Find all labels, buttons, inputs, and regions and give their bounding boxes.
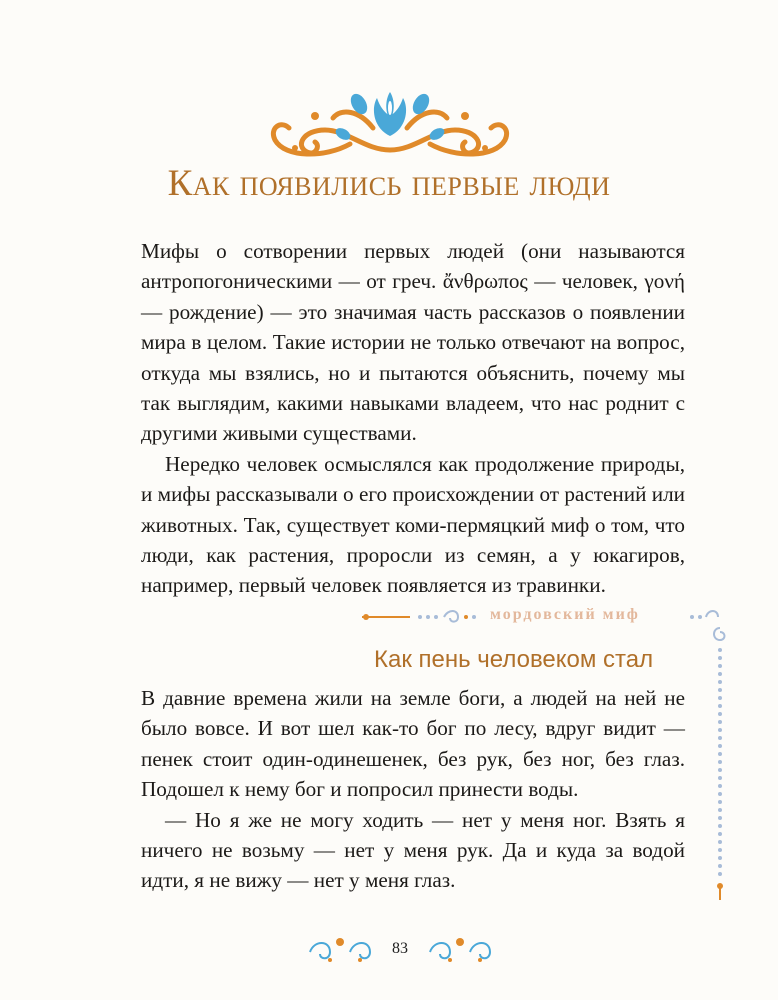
- intro-paragraph-2: Нередко человек осмыслялся как продолжение природы, и мифы рассказывали о его происхождении от растений или животных. Так, существует коми-пермяцкий миф о том, что люди, как растения, проросли из семян, а у юкагиров, например, первый человек появляется из травинки.: [141, 451, 685, 598]
- myth-origin-label: мордовский миф: [490, 606, 640, 623]
- page-title: Как появились первые люди: [167, 163, 611, 204]
- intro-paragraph-1: Мифы о сотворении первых людей (они называются антропогоническими — от греч. ἄνθρωπος — человек, γονή — рождение) — это значимая часть рассказов о появлении мира в целом. Такие истории не только отвечают на вопрос, откуда мы взялись, но и пытаются объяснить, почему мы так выглядим, какими навыками владеем, что нас роднит с другими живыми существами.: [141, 239, 685, 446]
- myth-label-row: [362, 603, 722, 635]
- dotted-side-border-icon: [708, 620, 732, 900]
- myth-paragraph-1: В давние времена жили на земле боги, а людей на ней не было вовсе. И вот шел как-то бог по лесу, вдруг видит — пенек стоит один-одинешенек, без рук, без ног, без глаз. Подошел к нему бог и попросил принести воды.: [141, 686, 685, 802]
- page-footer: [300, 930, 500, 966]
- myth-paragraph-2: — Но я же не могу ходить — нет у меня ног. Взять я ничего не возьму — нет у меня рук. Да и куда за водой идти, я не вижу — нет у меня глаз.: [141, 807, 685, 893]
- footer-ornament-left-icon: [300, 930, 380, 966]
- page-number: 83: [392, 940, 408, 957]
- intro-text: [141, 236, 685, 601]
- footer-ornament-right-icon: [420, 930, 500, 966]
- floral-ornament-icon: [255, 88, 525, 162]
- myth-title: Как пень человеком стал: [374, 646, 654, 673]
- myth-text: [141, 683, 685, 896]
